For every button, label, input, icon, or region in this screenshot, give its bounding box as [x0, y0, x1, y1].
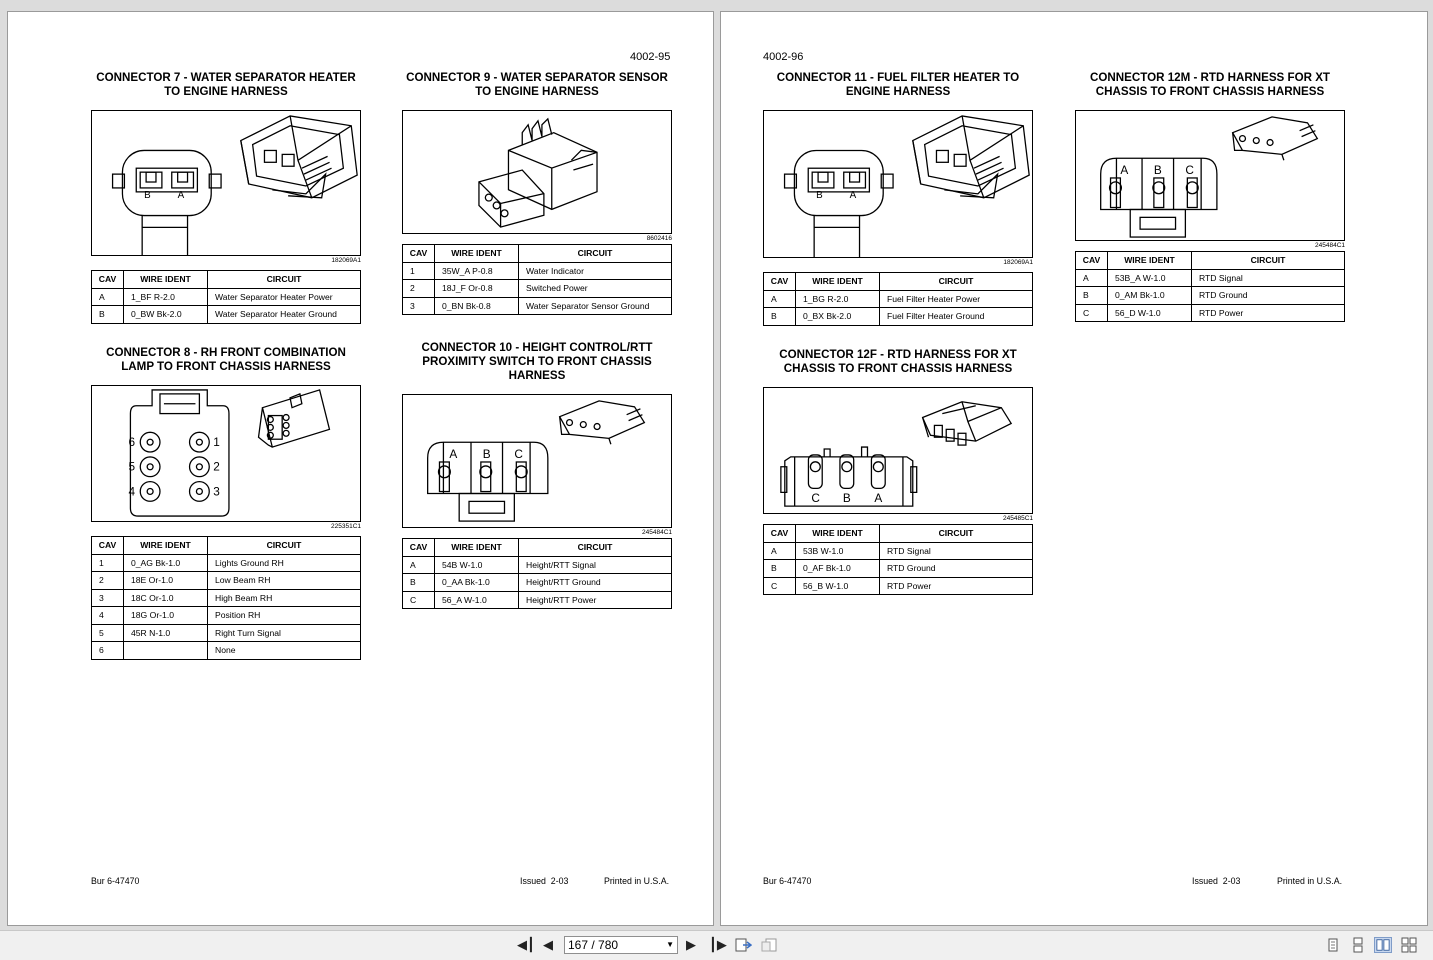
previous-page-icon[interactable]: ◀ — [543, 937, 553, 952]
circuit-cell: High Beam RH — [208, 589, 361, 607]
wire-ident-cell: 18J_F Or-0.8 — [435, 280, 519, 298]
circuit-cell: Right Turn Signal — [208, 624, 361, 642]
connector-7-section — [91, 71, 361, 324]
column-header-circuit: CIRCUIT — [519, 245, 672, 263]
cav-cell: 1 — [403, 262, 435, 280]
rtd-female-connector-illustration — [764, 388, 1032, 513]
table-header-row — [92, 271, 361, 289]
cav-cell: 3 — [92, 589, 124, 607]
table-row — [92, 288, 361, 306]
cav-cell: B — [764, 308, 796, 326]
pin-label-a: A — [177, 189, 185, 201]
circuit-cell: Water Separator Heater Ground — [208, 306, 361, 324]
footer-printed: Printed in U.S.A. — [604, 876, 670, 886]
connector-12m-section — [1075, 71, 1345, 322]
wire-ident-cell: 1_BG R-2.0 — [796, 290, 880, 308]
cav-cell: A — [1076, 269, 1108, 287]
column-header-cav: CAV — [403, 245, 435, 263]
cav-cell: B — [92, 306, 124, 324]
figure-id: 245484C1 — [1315, 242, 1345, 249]
table-row — [1076, 287, 1345, 305]
cav-cell: 3 — [403, 297, 435, 315]
wire-ident-cell: 56_B W-1.0 — [796, 577, 880, 595]
circuit-cell: Height/RTT Power — [519, 591, 672, 609]
pdf-navigation-toolbar — [0, 930, 1433, 960]
circuit-cell: Height/RTT Signal — [519, 556, 672, 574]
connector-plug-illustration — [92, 111, 360, 255]
table-row — [1076, 304, 1345, 322]
cav-cell: A — [403, 556, 435, 574]
table-row — [92, 589, 361, 607]
column-header-circuit: CIRCUIT — [1192, 252, 1345, 270]
cav-cell: B — [764, 560, 796, 578]
table-row — [764, 308, 1033, 326]
page-number: 4002-95 — [630, 51, 671, 63]
cav-cell: C — [764, 577, 796, 595]
connector-9-table — [402, 244, 672, 315]
footer-document-id: Bur 6-47470 — [763, 876, 812, 886]
pin-label-a: A — [1120, 163, 1129, 178]
column-header-wire-ident: WIRE IDENT — [435, 539, 519, 557]
wire-ident-cell: 54B W-1.0 — [435, 556, 519, 574]
wire-ident-cell — [124, 642, 208, 660]
two-page-continuous-view-icon[interactable] — [1400, 937, 1418, 953]
table-row — [403, 574, 672, 592]
wire-ident-cell: 35W_A P-0.8 — [435, 262, 519, 280]
pin-label-5: 5 — [128, 459, 136, 474]
connector-12f-diagram — [763, 387, 1033, 514]
pin-label-1: 1 — [213, 435, 220, 450]
table-row — [92, 554, 361, 572]
pin-label-b: B — [144, 189, 151, 201]
pin-label-b: B — [842, 491, 851, 506]
table-row — [403, 556, 672, 574]
cav-cell: C — [403, 591, 435, 609]
table-row — [1076, 269, 1345, 287]
circuit-cell: Switched Power — [519, 280, 672, 298]
table-row — [764, 290, 1033, 308]
connector-12f-table — [763, 524, 1033, 595]
connector-8-table — [91, 536, 361, 660]
table-header-row — [764, 525, 1033, 543]
column-header-wire-ident: WIRE IDENT — [124, 537, 208, 555]
cav-cell: A — [92, 288, 124, 306]
wire-ident-cell: 53B W-1.0 — [796, 542, 880, 560]
pin-label-b: B — [482, 447, 491, 462]
circuit-cell: Fuel Filter Heater Power — [880, 290, 1033, 308]
chevron-down-icon[interactable]: ▼ — [666, 940, 674, 949]
pin-label-c: C — [811, 491, 820, 506]
figure-id: 8602416 — [646, 235, 672, 242]
sensor-connector-illustration — [403, 111, 671, 233]
go-back-icon[interactable] — [735, 938, 752, 953]
connector-8-section — [91, 346, 361, 660]
wire-ident-cell: 0_BN Bk-0.8 — [435, 297, 519, 315]
wire-ident-cell: 0_BX Bk-2.0 — [796, 308, 880, 326]
column-header-wire-ident: WIRE IDENT — [1108, 252, 1192, 270]
pin-label-a: A — [874, 491, 883, 506]
footer-document-id: Bur 6-47470 — [91, 876, 140, 886]
wire-ident-cell: 0_AG Bk-1.0 — [124, 554, 208, 572]
pin-label-a: A — [849, 189, 857, 201]
footer-printed: Printed in U.S.A. — [1277, 876, 1343, 886]
two-page-view-icon[interactable] — [1374, 937, 1392, 953]
column-header-wire-ident: WIRE IDENT — [796, 273, 880, 291]
section-title: CONNECTOR 12M - RTD HARNESS FOR XT CHASSIS TO FRONT CHASSIS HARNESS — [1089, 71, 1331, 98]
cav-cell: 1 — [92, 554, 124, 572]
figure-id: 245485C1 — [1003, 515, 1033, 522]
connector-12f-section — [763, 348, 1033, 595]
connector-10-diagram — [402, 394, 672, 528]
circuit-cell: RTD Signal — [880, 542, 1033, 560]
pin-label-4: 4 — [128, 484, 136, 499]
rtd-male-connector-illustration — [1076, 111, 1344, 240]
section-title: CONNECTOR 8 - RH FRONT COMBINATION LAMP TO FRONT CHASSIS HARNESS — [106, 346, 346, 373]
table-header-row — [403, 539, 672, 557]
figure-id: 225351C1 — [331, 523, 361, 530]
column-header-cav: CAV — [92, 537, 124, 555]
single-page-view-icon[interactable] — [1324, 937, 1342, 953]
circuit-cell: Water Separator Heater Power — [208, 288, 361, 306]
table-row — [92, 642, 361, 660]
cav-cell: 6 — [92, 642, 124, 660]
column-header-wire-ident: WIRE IDENT — [124, 271, 208, 289]
column-header-cav: CAV — [764, 525, 796, 543]
cav-cell: 2 — [403, 280, 435, 298]
proximity-switch-connector-illustration — [403, 395, 671, 527]
section-title: CONNECTOR 11 - FUEL FILTER HEATER TO ENGINE HARNESS — [776, 71, 1020, 98]
pin-label-3: 3 — [213, 484, 220, 499]
wire-ident-cell: 0_AA Bk-1.0 — [435, 574, 519, 592]
connector-11-diagram — [763, 110, 1033, 258]
connector-plug-illustration — [92, 386, 360, 521]
table-header-row — [92, 537, 361, 555]
table-row — [92, 624, 361, 642]
section-title: CONNECTOR 12F - RTD HARNESS FOR XT CHASSIS TO FRONT CHASSIS HARNESS — [779, 348, 1017, 375]
connector-plug-illustration — [764, 111, 1032, 257]
table-row — [403, 262, 672, 280]
table-header-row — [403, 245, 672, 263]
section-title: CONNECTOR 10 - HEIGHT CONTROL/RTT PROXIMITY SWITCH TO FRONT CHASSIS HARNESS — [421, 341, 653, 382]
column-header-circuit: CIRCUIT — [519, 539, 672, 557]
cav-cell: 2 — [92, 572, 124, 590]
column-header-cav: CAV — [764, 273, 796, 291]
left-document-page — [7, 11, 714, 926]
last-page-icon[interactable]: ┃▶ — [709, 937, 727, 952]
figure-id: 245484C1 — [642, 529, 672, 536]
connector-7-diagram — [91, 110, 361, 256]
wire-ident-cell: 0_BW Bk-2.0 — [124, 306, 208, 324]
circuit-cell: Fuel Filter Heater Ground — [880, 308, 1033, 326]
column-header-cav: CAV — [1076, 252, 1108, 270]
connector-9-diagram — [402, 110, 672, 234]
table-row — [403, 297, 672, 315]
cav-cell: A — [764, 290, 796, 308]
connector-12m-table — [1075, 251, 1345, 322]
column-header-circuit: CIRCUIT — [880, 525, 1033, 543]
column-header-circuit: CIRCUIT — [208, 271, 361, 289]
circuit-cell: Position RH — [208, 607, 361, 625]
table-header-row — [1076, 252, 1345, 270]
table-row — [92, 572, 361, 590]
circuit-cell: RTD Power — [880, 577, 1033, 595]
pin-label-6: 6 — [128, 435, 136, 450]
connector-11-section — [763, 71, 1033, 326]
connector-12m-diagram — [1075, 110, 1345, 241]
next-page-icon[interactable]: ▶ — [686, 937, 696, 952]
table-row — [764, 560, 1033, 578]
figure-id: 182069A1 — [1003, 259, 1033, 266]
circuit-cell: RTD Ground — [880, 560, 1033, 578]
wire-ident-cell: 56_A W-1.0 — [435, 591, 519, 609]
cav-cell: B — [1076, 287, 1108, 305]
table-row — [92, 306, 361, 324]
section-title: CONNECTOR 9 - WATER SEPARATOR SENSOR TO ENGINE HARNESS — [406, 71, 668, 98]
wire-ident-cell: 56_D W-1.0 — [1108, 304, 1192, 322]
circuit-cell: RTD Signal — [1192, 269, 1345, 287]
table-row — [403, 280, 672, 298]
column-header-wire-ident: WIRE IDENT — [796, 525, 880, 543]
section-title: CONNECTOR 7 - WATER SEPARATOR HEATER TO ENGINE HARNESS — [96, 71, 356, 98]
connector-10-section — [402, 341, 672, 609]
wire-ident-cell: 53B_A W-1.0 — [1108, 269, 1192, 287]
table-header-row — [764, 273, 1033, 291]
connector-7-table — [91, 270, 361, 324]
table-row — [764, 542, 1033, 560]
wire-ident-cell: 18C Or-1.0 — [124, 589, 208, 607]
cav-cell: C — [1076, 304, 1108, 322]
first-page-icon[interactable]: ◀┃ — [517, 937, 535, 952]
column-header-circuit: CIRCUIT — [880, 273, 1033, 291]
circuit-cell: Height/RTT Ground — [519, 574, 672, 592]
pin-label-b: B — [1153, 163, 1162, 178]
cav-cell: 5 — [92, 624, 124, 642]
page-number: 4002-96 — [763, 51, 804, 63]
cav-cell: A — [764, 542, 796, 560]
pin-label-b: B — [816, 189, 823, 201]
pin-label-2: 2 — [213, 459, 220, 474]
table-row — [403, 591, 672, 609]
column-header-wire-ident: WIRE IDENT — [435, 245, 519, 263]
cav-cell: B — [403, 574, 435, 592]
table-row — [92, 607, 361, 625]
right-document-page — [720, 11, 1428, 926]
wire-ident-cell: 0_AF Bk-1.0 — [796, 560, 880, 578]
circuit-cell: None — [208, 642, 361, 660]
pin-label-c: C — [514, 447, 523, 462]
connector-9-section — [402, 71, 672, 315]
table-row — [764, 577, 1033, 595]
footer-issued: Issued 2-03 — [520, 876, 569, 886]
wire-ident-cell: 0_AM Bk-1.0 — [1108, 287, 1192, 305]
cav-cell: 4 — [92, 607, 124, 625]
page-indicator: 167 / 780 — [568, 938, 619, 952]
go-forward-icon[interactable] — [760, 938, 777, 953]
circuit-cell: RTD Ground — [1192, 287, 1345, 305]
connector-8-diagram — [91, 385, 361, 522]
wire-ident-cell: 18E Or-1.0 — [124, 572, 208, 590]
pin-label-c: C — [1185, 163, 1194, 178]
pin-label-a: A — [449, 447, 458, 462]
circuit-cell: Water Separator Sensor Ground — [519, 297, 672, 315]
wire-ident-cell: 45R N-1.0 — [124, 624, 208, 642]
circuit-cell: Water Indicator — [519, 262, 672, 280]
page-number-input[interactable] — [564, 936, 678, 954]
wire-ident-cell: 18G Or-1.0 — [124, 607, 208, 625]
column-header-circuit: CIRCUIT — [208, 537, 361, 555]
figure-id: 182069A1 — [331, 257, 361, 264]
connector-10-table — [402, 538, 672, 609]
column-header-cav: CAV — [92, 271, 124, 289]
column-header-cav: CAV — [403, 539, 435, 557]
circuit-cell: Low Beam RH — [208, 572, 361, 590]
wire-ident-cell: 1_BF R-2.0 — [124, 288, 208, 306]
footer-issued: Issued 2-03 — [1192, 876, 1241, 886]
continuous-view-icon[interactable] — [1349, 937, 1367, 953]
connector-11-table — [763, 272, 1033, 326]
circuit-cell: Lights Ground RH — [208, 554, 361, 572]
circuit-cell: RTD Power — [1192, 304, 1345, 322]
